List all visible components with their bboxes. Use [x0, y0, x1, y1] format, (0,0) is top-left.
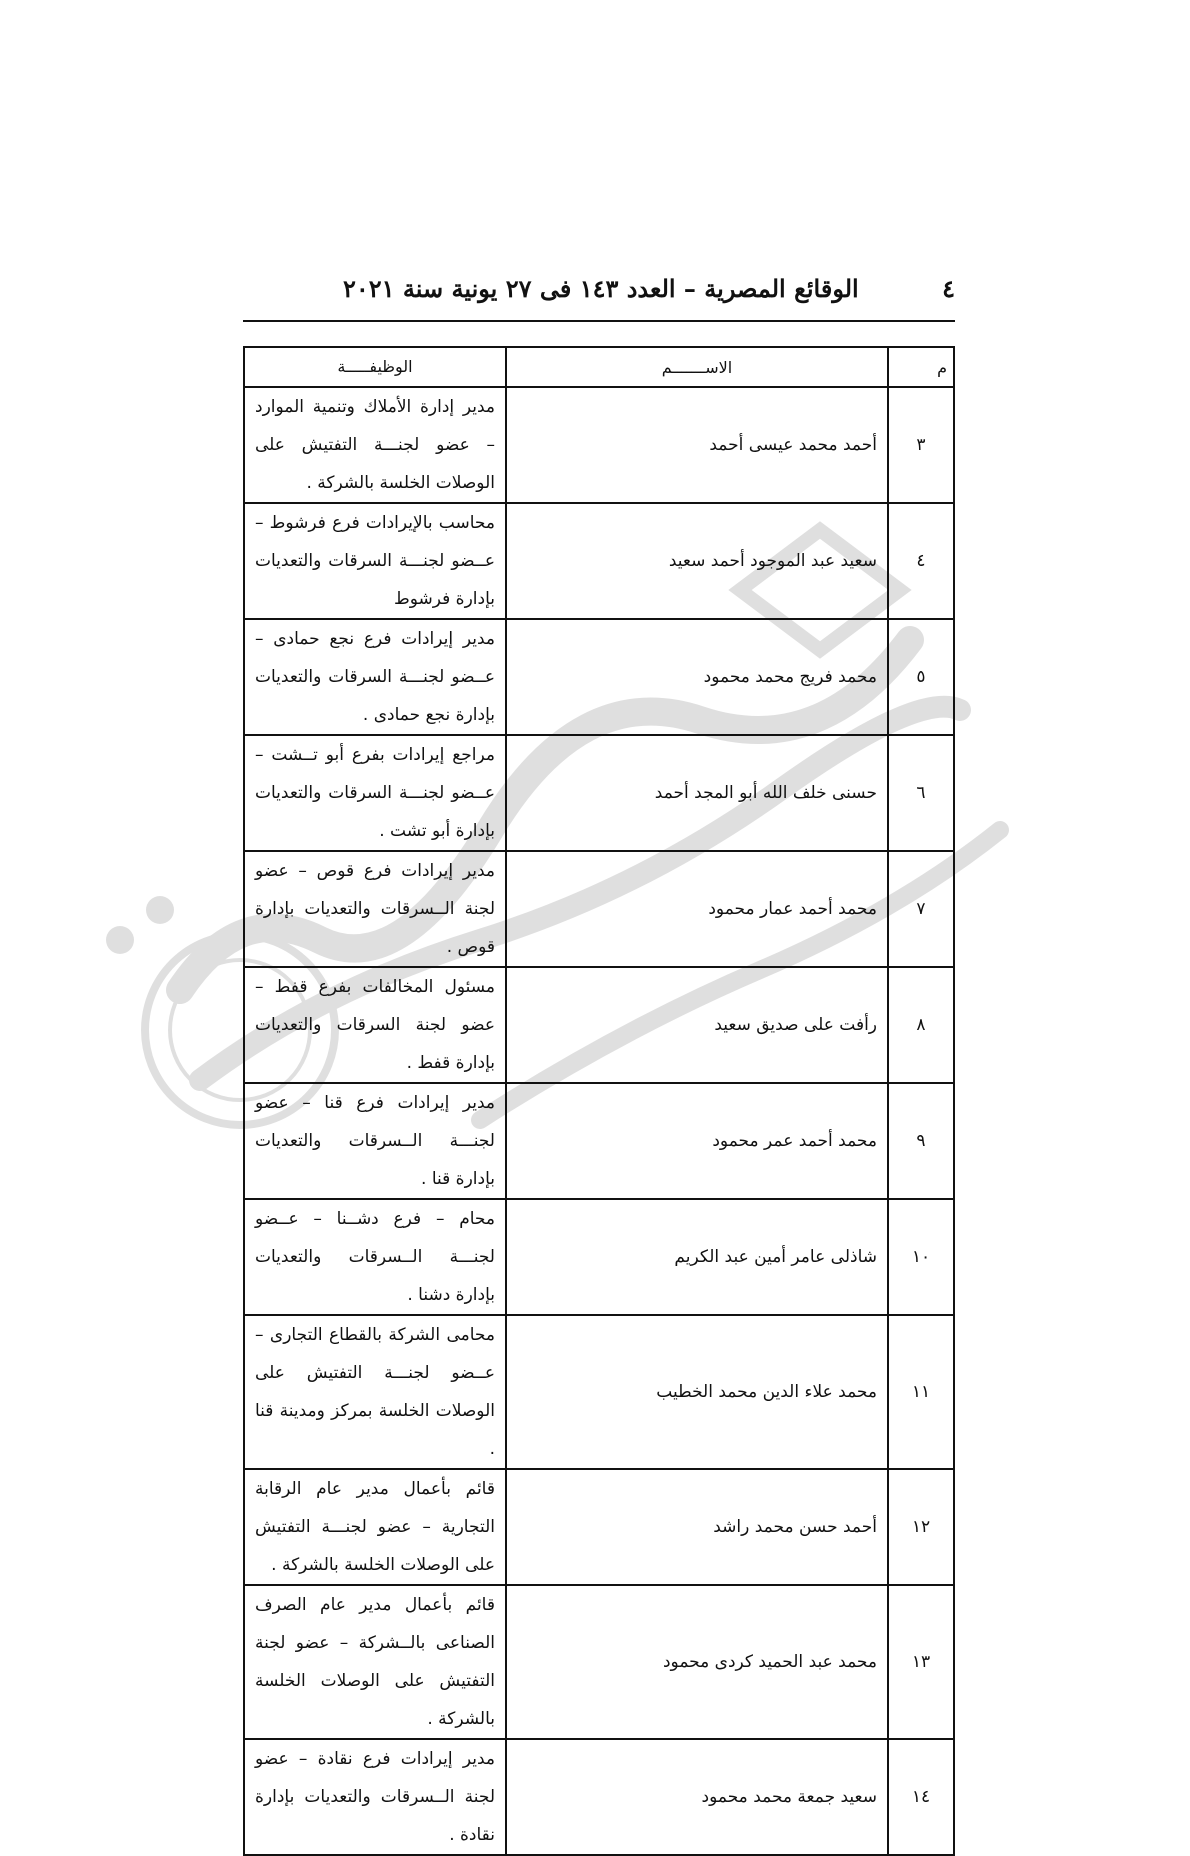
- row-name: سعيد جمعة محمد محمود: [506, 1739, 888, 1855]
- row-number: ٦: [888, 735, 954, 851]
- row-job: مدير إيرادات فرع قوص – عضو لجنة الــسرقات والتعديات بإدارة قوص .: [244, 851, 506, 967]
- row-number: ١٢: [888, 1469, 954, 1585]
- row-name: محمد فريج محمد محمود: [506, 619, 888, 735]
- row-name: شاذلى عامر أمين عبد الكريم: [506, 1199, 888, 1315]
- row-number: ١١: [888, 1315, 954, 1469]
- table-row: [244, 1083, 954, 1199]
- row-number: ٣: [888, 387, 954, 503]
- row-number: ٥: [888, 619, 954, 735]
- row-number: ٤: [888, 503, 954, 619]
- appointments-table: [243, 346, 955, 1856]
- row-name: محمد أحمد عمر محمود: [506, 1083, 888, 1199]
- row-name: محمد عبد الحميد كردى محمود: [506, 1585, 888, 1739]
- row-job: مدير إدارة الأملاك وتنمية الموارد – عضو لجنـــة التفتيش على الوصلات الخلسة بالشركة .: [244, 387, 506, 503]
- table-row: [244, 735, 954, 851]
- column-header-name: الاســـــــم: [506, 347, 888, 387]
- column-header-number: م: [888, 347, 954, 387]
- row-job: محام – فرع دشــنا – عــضو لجنـــة الــسرقات والتعديات بإدارة دشنا .: [244, 1199, 506, 1315]
- row-name: أحمد حسن محمد راشد: [506, 1469, 888, 1585]
- row-job: مدير إيرادات فرع نقادة – عضو لجنة الــسرقات والتعديات بإدارة نقادة .: [244, 1739, 506, 1855]
- row-name: محمد علاء الدين محمد الخطيب: [506, 1315, 888, 1469]
- table-row: [244, 387, 954, 503]
- row-name: حسنى خلف الله أبو المجد أحمد: [506, 735, 888, 851]
- row-number: ١٣: [888, 1585, 954, 1739]
- gazette-title: الوقائع المصرية – العدد ١٤٣ فى ٢٧ يونية سنة ٢٠٢١: [343, 274, 859, 303]
- row-job: مراجع إيرادات بفرع أبو تــشت – عــضو لجنـــة السرقات والتعديات بإدارة أبو تشت .: [244, 735, 506, 851]
- page-number: ٤: [942, 274, 955, 303]
- row-job: محاسب بالإيرادات فرع فرشوط – عــضو لجنـــة السرقات والتعديات بإدارة فرشوط: [244, 503, 506, 619]
- row-job: محامى الشركة بالقطاع التجارى – عــضو لجنـــة التفتيش على الوصلات الخلسة بمركز ومدينة قنا .: [244, 1315, 506, 1469]
- table-row: [244, 1739, 954, 1855]
- table-row: [244, 967, 954, 1083]
- table-row: [244, 1585, 954, 1739]
- table-row: [244, 619, 954, 735]
- row-name: رأفت على صديق سعيد: [506, 967, 888, 1083]
- row-job: قائم بأعمال مدير عام الرقابة التجارية – عضو لجنـــة التفتيش على الوصلات الخلسة بالشركة .: [244, 1469, 506, 1585]
- table-header-row: [244, 347, 954, 387]
- row-number: ٨: [888, 967, 954, 1083]
- column-header-job: الوظيفـــــة: [244, 347, 506, 387]
- table-row: [244, 503, 954, 619]
- row-name: محمد أحمد عمار محمود: [506, 851, 888, 967]
- table-row: [244, 1469, 954, 1585]
- row-number: ٧: [888, 851, 954, 967]
- table-row: [244, 851, 954, 967]
- row-number: ٩: [888, 1083, 954, 1199]
- row-number: ١٤: [888, 1739, 954, 1855]
- row-job: قائم بأعمال مدير عام الصرف الصناعى بالــشركة – عضو لجنة التفتيش على الوصلات الخلسة بالشركة .: [244, 1585, 506, 1739]
- row-job: مدير إيرادات فرع نجع حمادى – عــضو لجنـــة السرقات والتعديات بإدارة نجع حمادى .: [244, 619, 506, 735]
- row-name: أحمد محمد عيسى أحمد: [506, 387, 888, 503]
- row-job: مسئول المخالفات بفرع قفط – عضو لجنة السرقات والتعديات بإدارة قفط .: [244, 967, 506, 1083]
- row-job: مدير إيرادات فرع قنا – عضو لجنـــة الــسرقات والتعديات بإدارة قنا .: [244, 1083, 506, 1199]
- page-header: [243, 270, 955, 322]
- table-row: [244, 1315, 954, 1469]
- row-name: سعيد عبد الموجود أحمد سعيد: [506, 503, 888, 619]
- row-number: ١٠: [888, 1199, 954, 1315]
- table-row: [244, 1199, 954, 1315]
